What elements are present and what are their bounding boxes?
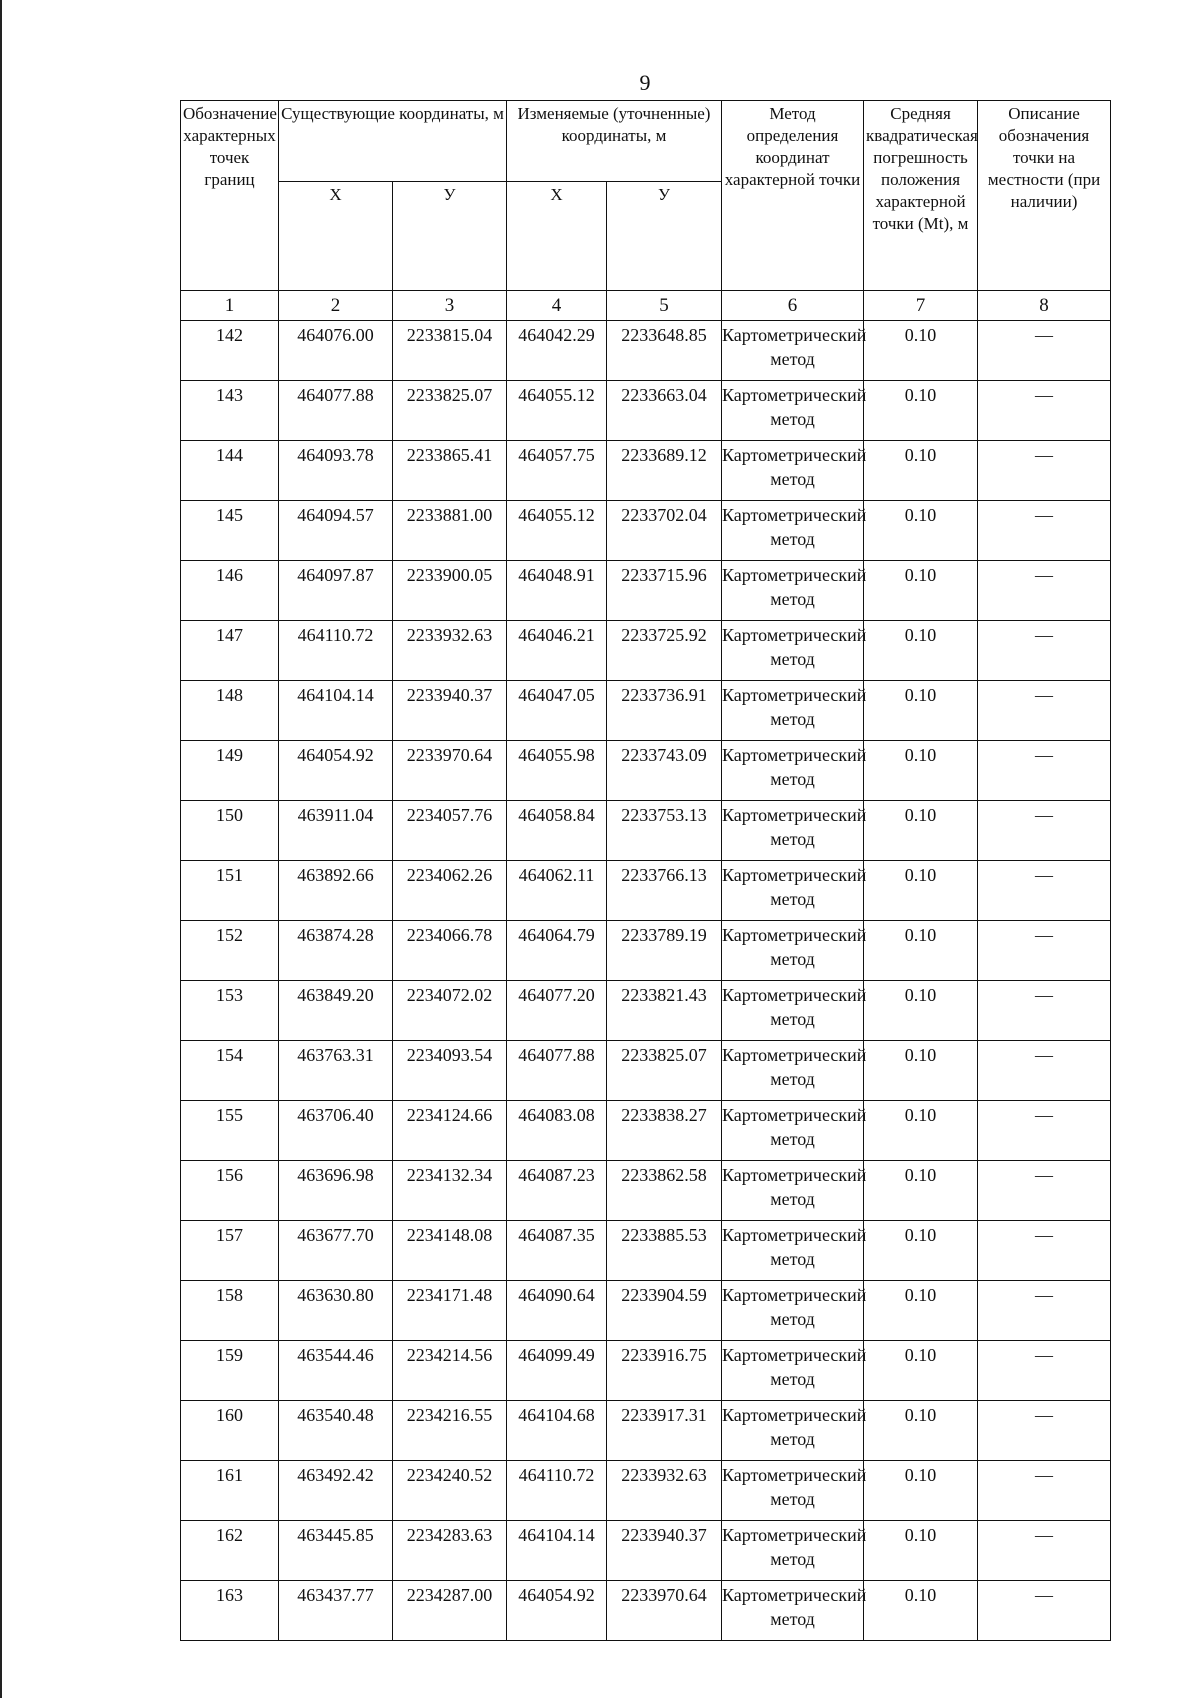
updated-y-cell: 2233940.37 (607, 1521, 722, 1581)
updated-y-cell: 2233917.31 (607, 1401, 722, 1461)
description-cell: — (978, 1101, 1111, 1161)
mean-error-cell: 0.10 (864, 1341, 978, 1401)
existing-x-cell: 464094.57 (279, 501, 393, 561)
mean-error-cell: 0.10 (864, 321, 978, 381)
description-cell: — (978, 381, 1111, 441)
existing-x-cell: 463911.04 (279, 801, 393, 861)
updated-x-cell: 464110.72 (507, 1461, 607, 1521)
table-row (181, 1401, 1111, 1461)
header-existing-x: Х (279, 182, 393, 291)
method-cell: Картометрический метод (722, 1341, 864, 1401)
mean-error-cell: 0.10 (864, 1461, 978, 1521)
page-number: 9 (639, 70, 651, 95)
table-row (181, 621, 1111, 681)
existing-x-cell: 463445.85 (279, 1521, 393, 1581)
existing-y-cell: 2233970.64 (393, 741, 507, 801)
updated-y-cell: 2233715.96 (607, 561, 722, 621)
updated-x-cell: 464057.75 (507, 441, 607, 501)
description-cell: — (978, 1161, 1111, 1221)
updated-y-cell: 2233789.19 (607, 921, 722, 981)
method-cell: Картометрический метод (722, 981, 864, 1041)
updated-x-cell: 464099.49 (507, 1341, 607, 1401)
description-cell: — (978, 801, 1111, 861)
header-mean-error: Средняя квадратическая погрешность положения характерной точки (Mt), м (864, 101, 978, 291)
updated-x-cell: 464077.88 (507, 1041, 607, 1101)
existing-x-cell: 463849.20 (279, 981, 393, 1041)
table-row (181, 861, 1111, 921)
updated-y-cell: 2233736.91 (607, 681, 722, 741)
existing-y-cell: 2233940.37 (393, 681, 507, 741)
table-row (181, 1521, 1111, 1581)
method-cell: Картометрический метод (722, 321, 864, 381)
updated-x-cell: 464055.98 (507, 741, 607, 801)
updated-y-cell: 2233689.12 (607, 441, 722, 501)
updated-x-cell: 464090.64 (507, 1281, 607, 1341)
method-cell: Картометрический метод (722, 381, 864, 441)
point-number-cell: 150 (181, 801, 279, 861)
method-cell: Картометрический метод (722, 921, 864, 981)
method-cell: Картометрический метод (722, 1401, 864, 1461)
updated-x-cell: 464083.08 (507, 1101, 607, 1161)
existing-x-cell: 463763.31 (279, 1041, 393, 1101)
point-number-cell: 152 (181, 921, 279, 981)
updated-y-cell: 2233766.13 (607, 861, 722, 921)
existing-y-cell: 2234240.52 (393, 1461, 507, 1521)
existing-y-cell: 2234093.54 (393, 1041, 507, 1101)
point-number-cell: 151 (181, 861, 279, 921)
existing-y-cell: 2234066.78 (393, 921, 507, 981)
method-cell: Картометрический метод (722, 801, 864, 861)
point-number-cell: 163 (181, 1581, 279, 1641)
updated-x-cell: 464054.92 (507, 1581, 607, 1641)
method-cell: Картометрический метод (722, 861, 864, 921)
existing-y-cell: 2234124.66 (393, 1101, 507, 1161)
method-cell: Картометрический метод (722, 1101, 864, 1161)
point-number-cell: 159 (181, 1341, 279, 1401)
point-number-cell: 147 (181, 621, 279, 681)
point-number-cell: 158 (181, 1281, 279, 1341)
updated-x-cell: 464104.68 (507, 1401, 607, 1461)
description-cell: — (978, 1041, 1111, 1101)
column-number: 1 (181, 291, 279, 321)
updated-y-cell: 2233825.07 (607, 1041, 722, 1101)
method-cell: Картометрический метод (722, 741, 864, 801)
updated-x-cell: 464048.91 (507, 561, 607, 621)
existing-y-cell: 2234072.02 (393, 981, 507, 1041)
column-number: 3 (393, 291, 507, 321)
header-existing-y: У (393, 182, 507, 291)
page-left-edge (0, 0, 2, 1698)
coordinates-table (180, 100, 1111, 1641)
point-number-cell: 149 (181, 741, 279, 801)
updated-x-cell: 464064.79 (507, 921, 607, 981)
header-method: Метод определения координат характерной точки (722, 101, 864, 291)
existing-x-cell: 463630.80 (279, 1281, 393, 1341)
description-cell: — (978, 621, 1111, 681)
method-cell: Картометрический метод (722, 1041, 864, 1101)
column-number: 6 (722, 291, 864, 321)
existing-x-cell: 463696.98 (279, 1161, 393, 1221)
header-updated-y: У (607, 182, 722, 291)
existing-x-cell: 463437.77 (279, 1581, 393, 1641)
mean-error-cell: 0.10 (864, 381, 978, 441)
updated-x-cell: 464104.14 (507, 1521, 607, 1581)
existing-y-cell: 2233815.04 (393, 321, 507, 381)
column-number: 7 (864, 291, 978, 321)
mean-error-cell: 0.10 (864, 1281, 978, 1341)
existing-y-cell: 2234214.56 (393, 1341, 507, 1401)
table-row (181, 1461, 1111, 1521)
existing-x-cell: 464076.00 (279, 321, 393, 381)
mean-error-cell: 0.10 (864, 441, 978, 501)
existing-y-cell: 2234062.26 (393, 861, 507, 921)
existing-x-cell: 464093.78 (279, 441, 393, 501)
description-cell: — (978, 1521, 1111, 1581)
updated-x-cell: 464042.29 (507, 321, 607, 381)
updated-y-cell: 2233970.64 (607, 1581, 722, 1641)
column-number: 2 (279, 291, 393, 321)
mean-error-cell: 0.10 (864, 1581, 978, 1641)
existing-y-cell: 2234148.08 (393, 1221, 507, 1281)
table-row (181, 1221, 1111, 1281)
updated-y-cell: 2233702.04 (607, 501, 722, 561)
updated-y-cell: 2233916.75 (607, 1341, 722, 1401)
existing-y-cell: 2234287.00 (393, 1581, 507, 1641)
existing-x-cell: 463892.66 (279, 861, 393, 921)
table-row (181, 321, 1111, 381)
column-number: 4 (507, 291, 607, 321)
header-updated-x: Х (507, 182, 607, 291)
updated-y-cell: 2233821.43 (607, 981, 722, 1041)
existing-x-cell: 463677.70 (279, 1221, 393, 1281)
description-cell: — (978, 321, 1111, 381)
point-number-cell: 156 (181, 1161, 279, 1221)
column-numbers-row (181, 291, 1111, 321)
updated-x-cell: 464058.84 (507, 801, 607, 861)
mean-error-cell: 0.10 (864, 501, 978, 561)
updated-x-cell: 464087.23 (507, 1161, 607, 1221)
description-cell: — (978, 1401, 1111, 1461)
existing-x-cell: 464110.72 (279, 621, 393, 681)
mean-error-cell: 0.10 (864, 1041, 978, 1101)
existing-x-cell: 463540.48 (279, 1401, 393, 1461)
point-number-cell: 162 (181, 1521, 279, 1581)
table-body (181, 321, 1111, 1641)
existing-x-cell: 464097.87 (279, 561, 393, 621)
description-cell: — (978, 981, 1111, 1041)
description-cell: — (978, 861, 1111, 921)
existing-x-cell: 464077.88 (279, 381, 393, 441)
updated-x-cell: 464055.12 (507, 381, 607, 441)
table-row (181, 561, 1111, 621)
updated-y-cell: 2233743.09 (607, 741, 722, 801)
description-cell: — (978, 1221, 1111, 1281)
updated-y-cell: 2233663.04 (607, 381, 722, 441)
existing-x-cell: 463874.28 (279, 921, 393, 981)
description-cell: — (978, 1281, 1111, 1341)
existing-y-cell: 2234283.63 (393, 1521, 507, 1581)
description-cell: — (978, 1341, 1111, 1401)
point-number-cell: 146 (181, 561, 279, 621)
description-cell: — (978, 501, 1111, 561)
table-row (181, 1041, 1111, 1101)
table-row (181, 501, 1111, 561)
mean-error-cell: 0.10 (864, 861, 978, 921)
table-row (181, 1281, 1111, 1341)
point-number-cell: 143 (181, 381, 279, 441)
mean-error-cell: 0.10 (864, 1161, 978, 1221)
description-cell: — (978, 441, 1111, 501)
method-cell: Картометрический метод (722, 561, 864, 621)
point-number-cell: 148 (181, 681, 279, 741)
description-cell: — (978, 1581, 1111, 1641)
point-number-cell: 144 (181, 441, 279, 501)
method-cell: Картометрический метод (722, 1521, 864, 1581)
existing-y-cell: 2233932.63 (393, 621, 507, 681)
mean-error-cell: 0.10 (864, 681, 978, 741)
existing-y-cell: 2234057.76 (393, 801, 507, 861)
mean-error-cell: 0.10 (864, 741, 978, 801)
description-cell: — (978, 681, 1111, 741)
existing-y-cell: 2233900.05 (393, 561, 507, 621)
mean-error-cell: 0.10 (864, 1521, 978, 1581)
point-number-cell: 153 (181, 981, 279, 1041)
point-number-cell: 145 (181, 501, 279, 561)
table-row (181, 1161, 1111, 1221)
method-cell: Картометрический метод (722, 681, 864, 741)
header-updated-coordinates: Изменяемые (уточненные) координаты, м (507, 101, 722, 182)
column-number: 5 (607, 291, 722, 321)
updated-y-cell: 2233904.59 (607, 1281, 722, 1341)
mean-error-cell: 0.10 (864, 561, 978, 621)
updated-y-cell: 2233885.53 (607, 1221, 722, 1281)
method-cell: Картометрический метод (722, 1161, 864, 1221)
existing-x-cell: 463544.46 (279, 1341, 393, 1401)
updated-x-cell: 464047.05 (507, 681, 607, 741)
description-cell: — (978, 561, 1111, 621)
existing-y-cell: 2233865.41 (393, 441, 507, 501)
method-cell: Картометрический метод (722, 1221, 864, 1281)
updated-y-cell: 2233862.58 (607, 1161, 722, 1221)
description-cell: — (978, 921, 1111, 981)
updated-x-cell: 464046.21 (507, 621, 607, 681)
method-cell: Картометрический метод (722, 621, 864, 681)
updated-y-cell: 2233725.92 (607, 621, 722, 681)
method-cell: Картометрический метод (722, 1581, 864, 1641)
point-number-cell: 157 (181, 1221, 279, 1281)
table-row (181, 681, 1111, 741)
mean-error-cell: 0.10 (864, 1221, 978, 1281)
point-number-cell: 155 (181, 1101, 279, 1161)
mean-error-cell: 0.10 (864, 801, 978, 861)
mean-error-cell: 0.10 (864, 1401, 978, 1461)
table-row (181, 1341, 1111, 1401)
existing-x-cell: 463492.42 (279, 1461, 393, 1521)
updated-y-cell: 2233838.27 (607, 1101, 722, 1161)
point-number-cell: 142 (181, 321, 279, 381)
updated-y-cell: 2233753.13 (607, 801, 722, 861)
updated-x-cell: 464087.35 (507, 1221, 607, 1281)
method-cell: Картометрический метод (722, 1461, 864, 1521)
table-row (181, 1581, 1111, 1641)
existing-y-cell: 2233881.00 (393, 501, 507, 561)
point-number-cell: 154 (181, 1041, 279, 1101)
mean-error-cell: 0.10 (864, 621, 978, 681)
existing-y-cell: 2234216.55 (393, 1401, 507, 1461)
table-row (181, 1101, 1111, 1161)
existing-y-cell: 2234132.34 (393, 1161, 507, 1221)
header-existing-coordinates: Существующие координаты, м (279, 101, 507, 182)
column-number: 8 (978, 291, 1111, 321)
existing-x-cell: 464054.92 (279, 741, 393, 801)
existing-x-cell: 464104.14 (279, 681, 393, 741)
table-row (181, 981, 1111, 1041)
mean-error-cell: 0.10 (864, 981, 978, 1041)
header-point: Обозначение характерных точек границ (181, 101, 279, 291)
table-row (181, 441, 1111, 501)
description-cell: — (978, 741, 1111, 801)
existing-x-cell: 463706.40 (279, 1101, 393, 1161)
table-row (181, 801, 1111, 861)
point-number-cell: 160 (181, 1401, 279, 1461)
header-description: Описание обозначения точки на местности (при наличии) (978, 101, 1111, 291)
method-cell: Картометрический метод (722, 441, 864, 501)
method-cell: Картометрический метод (722, 501, 864, 561)
updated-x-cell: 464055.12 (507, 501, 607, 561)
description-cell: — (978, 1461, 1111, 1521)
updated-y-cell: 2233932.63 (607, 1461, 722, 1521)
updated-x-cell: 464077.20 (507, 981, 607, 1041)
mean-error-cell: 0.10 (864, 921, 978, 981)
updated-y-cell: 2233648.85 (607, 321, 722, 381)
table-row (181, 741, 1111, 801)
existing-y-cell: 2234171.48 (393, 1281, 507, 1341)
method-cell: Картометрический метод (722, 1281, 864, 1341)
point-number-cell: 161 (181, 1461, 279, 1521)
table-row (181, 921, 1111, 981)
table-row (181, 381, 1111, 441)
updated-x-cell: 464062.11 (507, 861, 607, 921)
mean-error-cell: 0.10 (864, 1101, 978, 1161)
existing-y-cell: 2233825.07 (393, 381, 507, 441)
